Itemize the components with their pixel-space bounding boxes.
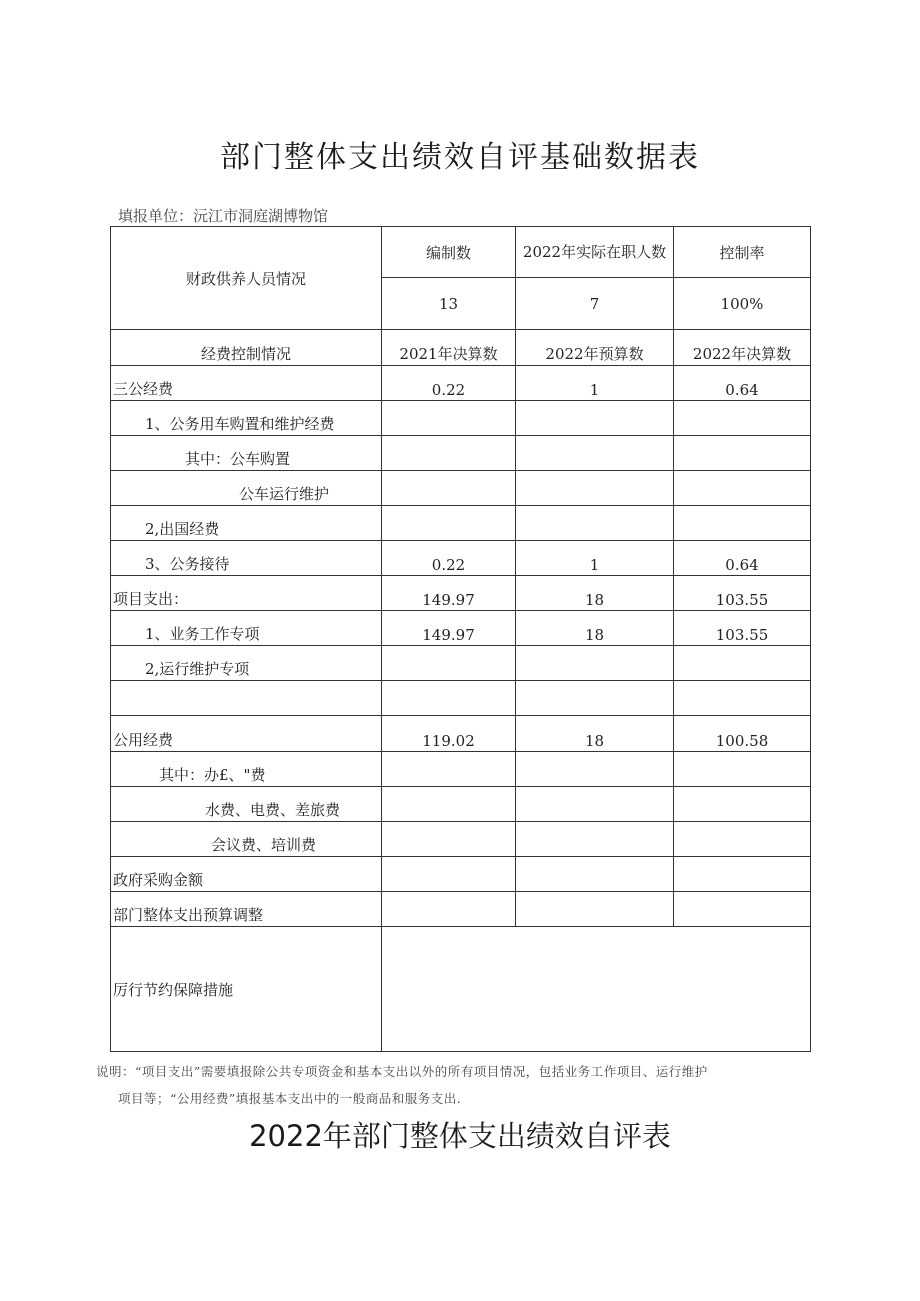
row-label: 公车运行维护 <box>111 471 382 506</box>
cell-2021-final: 0.22 <box>382 541 516 576</box>
cell-2022-budget: 18 <box>516 611 674 646</box>
table-row <box>111 857 811 892</box>
cell-2022-budget <box>516 857 674 892</box>
cell-2022-final: 0.64 <box>674 541 811 576</box>
cell-2021-final <box>382 892 516 927</box>
cell-2022-final <box>674 752 811 787</box>
staff-label: 财政供养人员情况 <box>111 227 382 330</box>
cell-2022-final: 103.55 <box>674 576 811 611</box>
row-label: 三公经费 <box>111 366 382 401</box>
row-label: 1、公务用车购置和维护经费 <box>111 401 382 436</box>
expense-col-2022-budget: 2022年预算数 <box>516 330 674 366</box>
page-title: 部门整体支出绩效自评基础数据表 <box>220 140 700 176</box>
cell-2021-final <box>382 646 516 681</box>
row-label: 公用经费 <box>111 716 382 752</box>
cell-2021-final <box>382 506 516 541</box>
cell-2022-budget: 18 <box>516 576 674 611</box>
row-label: 水费、电费、差旅费 <box>111 787 382 822</box>
explanatory-note <box>96 1058 832 1112</box>
row-label: 3、公务接待 <box>111 541 382 576</box>
row-label <box>111 681 382 716</box>
staff-value-control-rate: 100% <box>674 278 811 330</box>
frugal-measures-label: 厉行节约保障措施 <box>111 927 382 1052</box>
row-label: 其中：公车购置 <box>111 436 382 471</box>
cell-2022-final <box>674 857 811 892</box>
reporting-unit: 填报单位：沅江市洞庭湖博物馆 <box>118 207 329 225</box>
cell-2022-budget <box>516 401 674 436</box>
cell-2021-final <box>382 857 516 892</box>
cell-2022-budget <box>516 822 674 857</box>
table-row <box>111 927 811 1052</box>
table-row <box>111 541 811 576</box>
row-label: 部门整体支出预算调整 <box>111 892 382 927</box>
cell-2021-final <box>382 681 516 716</box>
cell-2021-final <box>382 752 516 787</box>
cell-2022-final: 100.58 <box>674 716 811 752</box>
cell-2021-final: 149.97 <box>382 576 516 611</box>
cell-2022-budget <box>516 892 674 927</box>
row-label: 2,出国经费 <box>111 506 382 541</box>
table-row <box>111 401 811 436</box>
row-label: 2,运行维护专项 <box>111 646 382 681</box>
table-row <box>111 752 811 787</box>
cell-2022-final: 103.55 <box>674 611 811 646</box>
cell-2021-final: 119.02 <box>382 716 516 752</box>
cell-2021-final <box>382 401 516 436</box>
row-label: 其中：办£、"费 <box>111 752 382 787</box>
cell-2022-final <box>674 892 811 927</box>
staff-header-establishment: 编制数 <box>382 227 516 278</box>
table-row <box>111 471 811 506</box>
cell-2022-budget: 1 <box>516 541 674 576</box>
table-row <box>111 646 811 681</box>
section-title: 2022年部门整体支出绩效自评表 <box>249 1119 671 1153</box>
cell-2022-budget: 1 <box>516 366 674 401</box>
cell-2022-final <box>674 401 811 436</box>
cell-2022-budget <box>516 681 674 716</box>
cell-2021-final <box>382 471 516 506</box>
cell-2022-final <box>674 436 811 471</box>
staff-header-control-rate: 控制率 <box>674 227 811 278</box>
cell-2022-final <box>674 646 811 681</box>
cell-2022-budget <box>516 752 674 787</box>
basic-data-table <box>110 226 811 1052</box>
cell-2022-final <box>674 787 811 822</box>
table-row <box>111 892 811 927</box>
staff-value-establishment: 13 <box>382 278 516 330</box>
table-row <box>111 611 811 646</box>
cell-2022-budget <box>516 787 674 822</box>
cell-2022-budget <box>516 471 674 506</box>
table-row <box>111 576 811 611</box>
cell-2022-final <box>674 506 811 541</box>
row-label: 项目支出： <box>111 576 382 611</box>
cell-2022-final: 0.64 <box>674 366 811 401</box>
staff-value-actual: 7 <box>516 278 674 330</box>
staff-header-actual: 2022年实际在职人数 <box>516 227 674 278</box>
row-label: 1、业务工作专项 <box>111 611 382 646</box>
table-row <box>111 366 811 401</box>
table-row <box>111 436 811 471</box>
note-line-2: 项目等；“公用经费”填报基本支出中的一般商品和服务支出. <box>118 1091 462 1106</box>
table-row <box>111 787 811 822</box>
note-line-1: 说明：“项目支出”需要填报除公共专项资金和基本支出以外的所有项目情况，包括业务工作项目、运行维护 <box>96 1064 708 1079</box>
cell-2021-final <box>382 822 516 857</box>
table-row <box>111 506 811 541</box>
cell-2022-budget: 18 <box>516 716 674 752</box>
cell-2021-final: 0.22 <box>382 366 516 401</box>
frugal-measures-content <box>382 927 811 1052</box>
cell-2022-final <box>674 822 811 857</box>
expense-label: 经费控制情况 <box>111 330 382 366</box>
row-label: 政府采购金额 <box>111 857 382 892</box>
table-row <box>111 681 811 716</box>
expense-col-2021-final: 2021年决算数 <box>382 330 516 366</box>
cell-2021-final <box>382 787 516 822</box>
table-row <box>111 822 811 857</box>
table-row <box>111 716 811 752</box>
cell-2022-budget <box>516 506 674 541</box>
expense-col-2022-final: 2022年决算数 <box>674 330 811 366</box>
cell-2022-budget <box>516 436 674 471</box>
cell-2021-final <box>382 436 516 471</box>
cell-2021-final: 149.97 <box>382 611 516 646</box>
cell-2022-final <box>674 681 811 716</box>
row-label: 会议费、培训费 <box>111 822 382 857</box>
cell-2022-budget <box>516 646 674 681</box>
cell-2022-final <box>674 471 811 506</box>
